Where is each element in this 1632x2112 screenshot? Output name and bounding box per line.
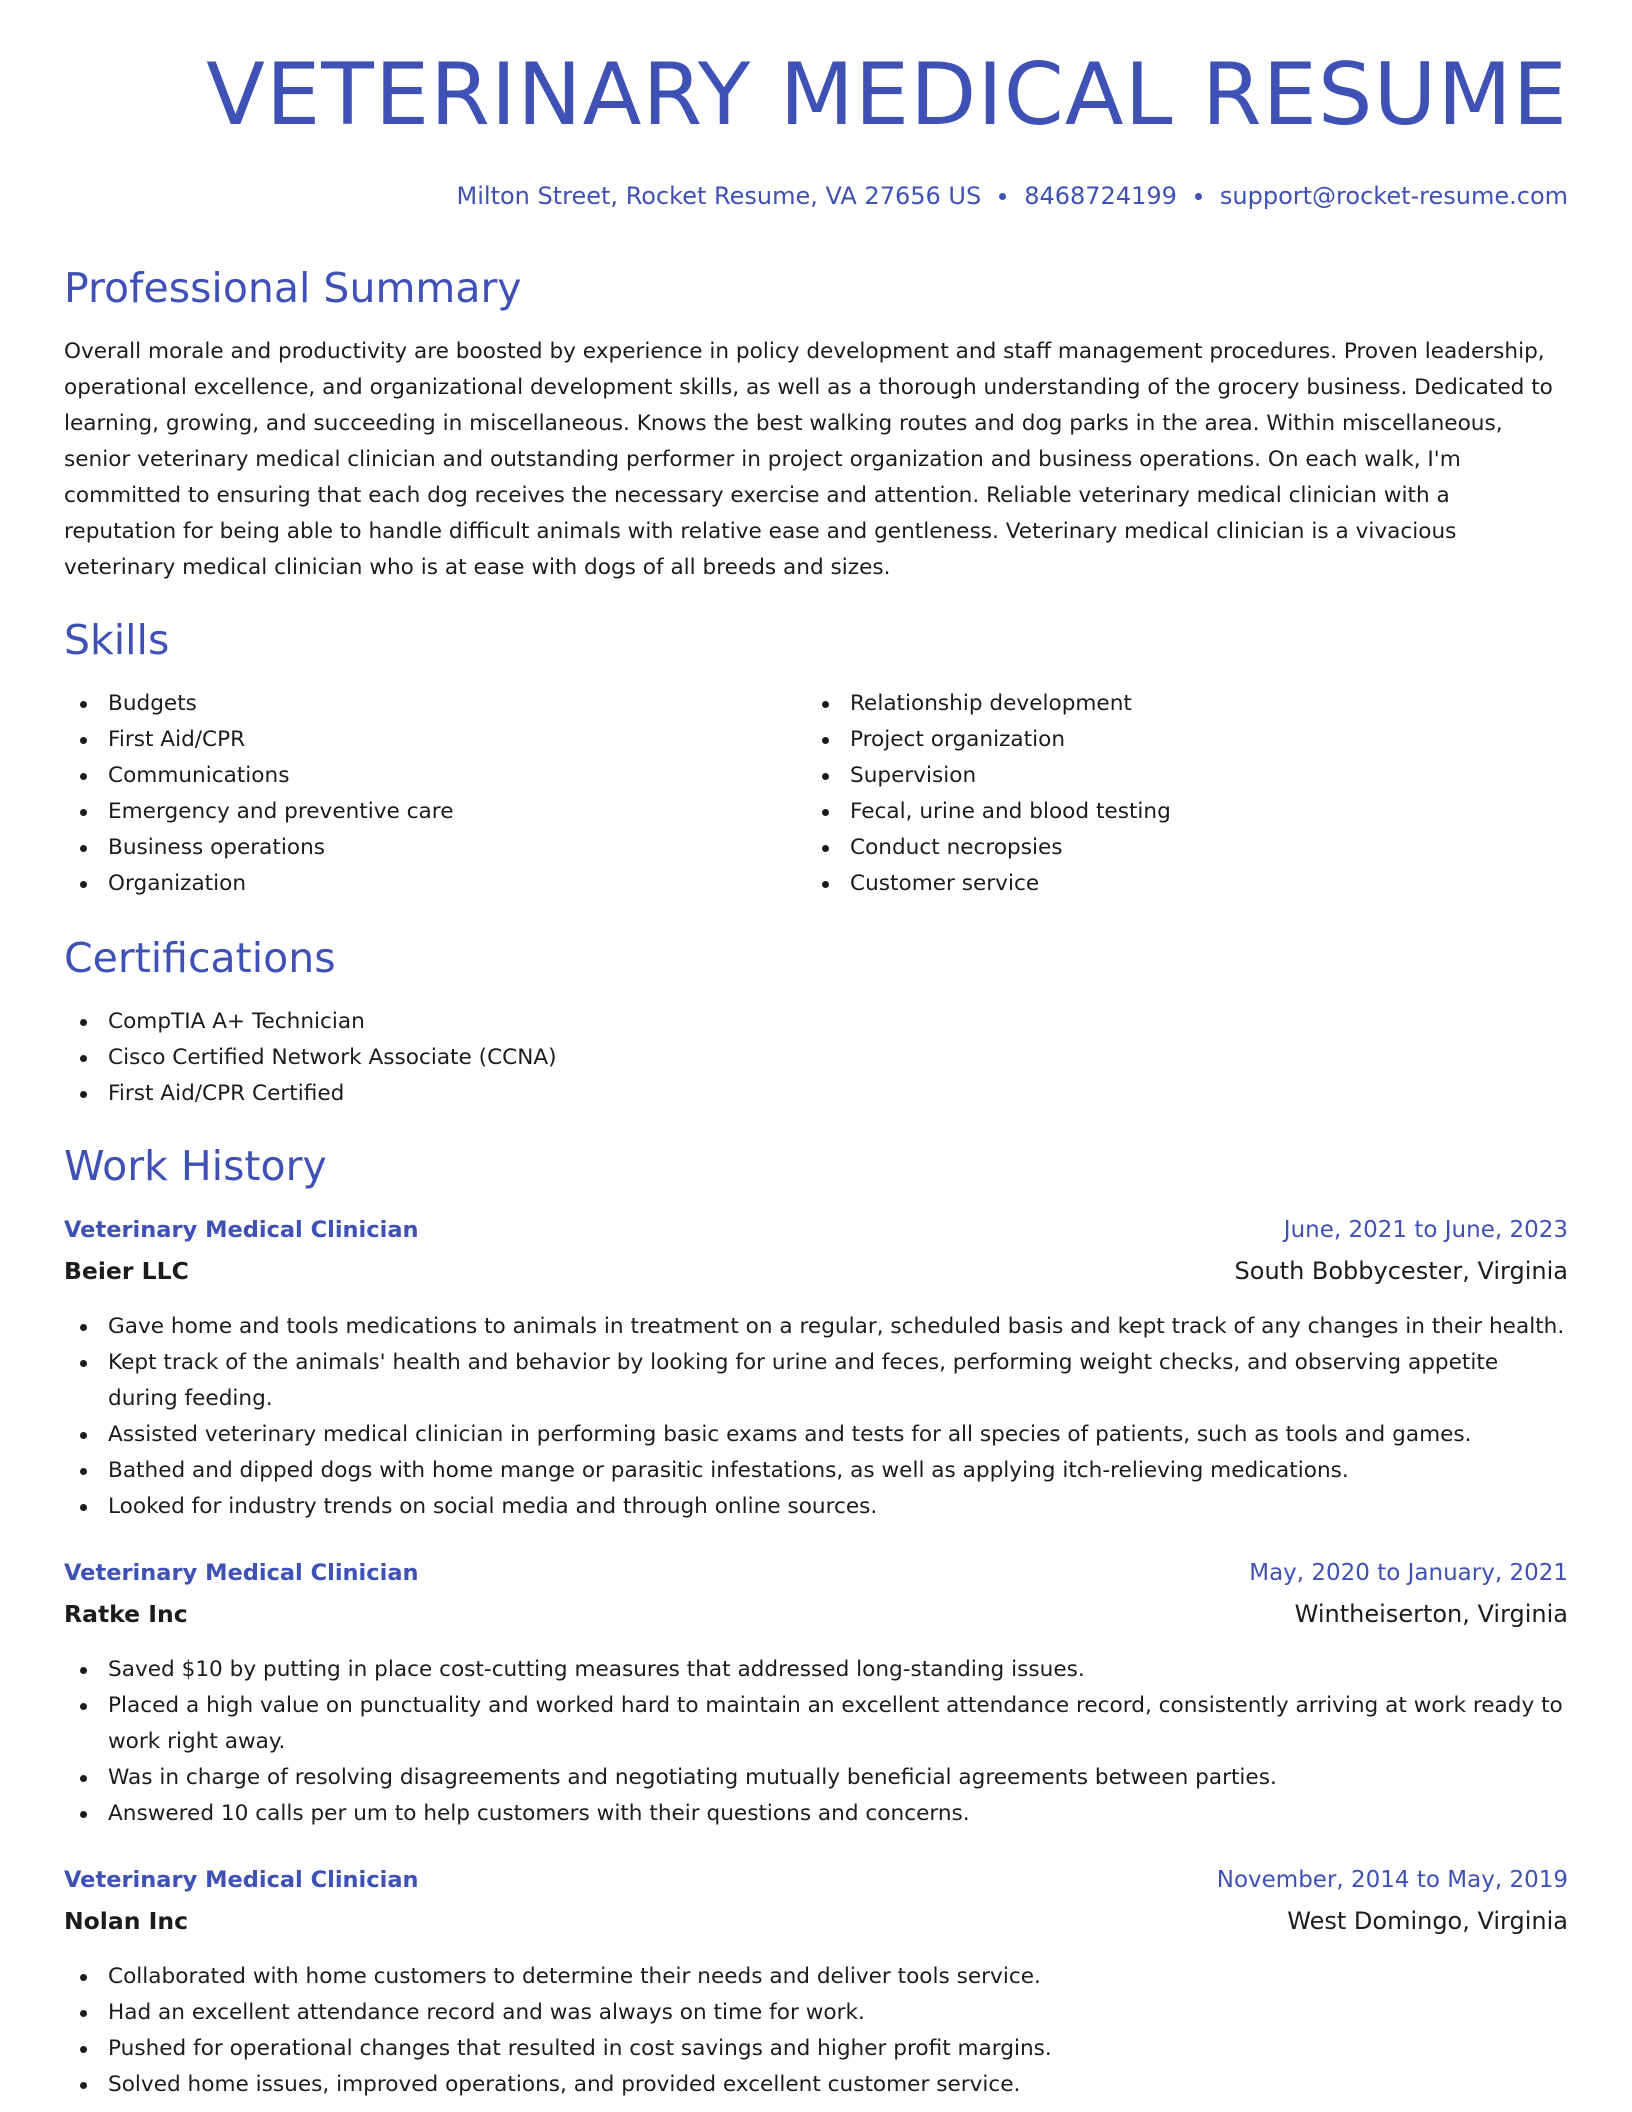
job-entry [64,1217,1568,1525]
job-location: South Bobbycester, Virginia [1234,1257,1568,1285]
work-history-heading: Work History [64,1142,327,1190]
job-subheader [64,1907,1568,1947]
contact-email[interactable]: support@rocket-resume.com [1219,182,1568,210]
job-duty-item: Solved home issues, improved operations, and provided excellent customer service. [64,2067,1568,2103]
job-location: West Domingo, Virginia [1287,1907,1568,1935]
skill-item: Conduct necropsies [806,830,1546,866]
job-duty-item: Pushed for operational changes that resulted in cost savings and higher profit margins. [64,2031,1568,2067]
certifications-list [64,1004,1064,1112]
job-subheader [64,1257,1568,1297]
job-duty-item: Collaborated with home customers to determine their needs and deliver tools service. [64,1959,1568,1995]
job-duty-item: Gave home and tools medications to animals in treatment on a regular, scheduled basis and kept track of any changes in their health. [64,1309,1568,1345]
resume-page [64,0,1568,2112]
job-subheader [64,1600,1568,1640]
job-header [64,1560,1568,1600]
summary-heading: Professional Summary [64,264,522,312]
skill-item: Customer service [806,866,1546,902]
skill-item: Emergency and preventive care [64,794,804,830]
job-duty-item: Placed a high value on punctuality and worked hard to maintain an excellent attendance record, consistently arriving at work ready to work right away. [64,1688,1568,1760]
job-entry [64,1560,1568,1832]
job-duty-item: Answered 10 calls per um to help customers with their questions and concerns. [64,1796,1568,1832]
certification-item: CompTIA A+ Technician [64,1004,1064,1040]
job-duty-item: Bathed and dipped dogs with home mange or parasitic infestations, as well as applying itch-relieving medications. [64,1453,1568,1489]
company-name: Nolan Inc [64,1907,189,1935]
skill-item: Communications [64,758,804,794]
separator-dot-icon [1195,193,1202,200]
job-duties-list [64,1959,1568,2103]
summary-text: Overall morale and productivity are boosted by experience in policy development and staff management procedures. Proven leadership, operational excellence, and organizational development skills, as well as a thorough understanding of the grocery business. Dedicated to learning, growing, and succeeding in miscellaneous. Knows the best walking routes and dog parks in the area. Within miscellaneous, senior veterinary medical clinician and outstanding performer in project organization and business operations. On each walk, I'm committed to ensuring that each dog receives the necessary exercise and attention. Reliable veterinary medical clinician with a reputation for being able to handle difficult animals with relative ease and gentleness. Veterinary medical clinician is a vivacious veterinary medical clinician who is at ease with dogs of all breeds and sizes. [64,339,1553,580]
job-title: Veterinary Medical Clinician [64,1867,419,1893]
job-duty-item: Saved $10 by putting in place cost-cutting measures that addressed long-standing issues. [64,1652,1568,1688]
job-title: Veterinary Medical Clinician [64,1217,419,1243]
skill-item: Relationship development [806,686,1546,722]
job-duty-item: Looked for industry trends on social media and through online sources. [64,1489,1568,1525]
job-header [64,1867,1568,1907]
job-location: Wintheiserton, Virginia [1294,1600,1568,1628]
resume-title: VETERINARY MEDICAL RESUME [206,45,1568,145]
job-dates: May, 2020 to January, 2021 [1249,1560,1568,1586]
job-duty-item: Had an excellent attendance record and was always on time for work. [64,1995,1568,2031]
skill-item: First Aid/CPR [64,722,804,758]
company-name: Beier LLC [64,1257,189,1285]
skills-list-right [806,686,1546,902]
contact-address: Milton Street, Rocket Resume, VA 27656 US [456,182,982,210]
company-name: Ratke Inc [64,1600,188,1628]
job-header [64,1217,1568,1257]
job-duties-list [64,1652,1568,1832]
certification-item: Cisco Certified Network Associate (CCNA) [64,1040,1064,1076]
contact-line [457,182,1568,210]
job-duty-item: Assisted veterinary medical clinician in performing basic exams and tests for all species of patients, such as tools and games. [64,1417,1568,1453]
skill-item: Organization [64,866,804,902]
job-duty-item: Was in charge of resolving disagreements and negotiating mutually beneficial agreements between parties. [64,1760,1568,1796]
skills-heading: Skills [64,616,170,664]
certification-item: First Aid/CPR Certified [64,1076,1064,1112]
skill-item: Budgets [64,686,804,722]
skills-list-left [64,686,804,902]
job-duty-item: Kept track of the animals' health and behavior by looking for urine and feces, performing weight checks, and observing appetite during feeding. [64,1345,1568,1417]
skill-item: Project organization [806,722,1546,758]
skill-item: Supervision [806,758,1546,794]
separator-dot-icon [999,193,1006,200]
skill-item: Business operations [64,830,804,866]
skill-item: Fecal, urine and blood testing [806,794,1546,830]
job-duties-list [64,1309,1568,1525]
job-dates: November, 2014 to May, 2019 [1216,1867,1568,1893]
contact-phone: 8468724199 [1024,182,1177,210]
job-title: Veterinary Medical Clinician [64,1560,419,1586]
certifications-heading: Certifications [64,934,336,982]
job-dates: June, 2021 to June, 2023 [1283,1217,1568,1243]
job-entry [64,1867,1568,2103]
